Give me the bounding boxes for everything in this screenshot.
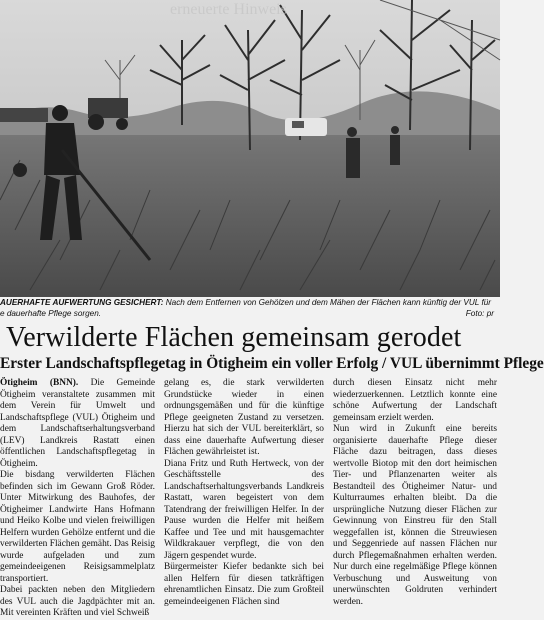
paragraph: gelang es, die stark verwilderten Grundstücke wieder in einen ordnungsgemäßen und für die künftige Pflege geeigneten Zustand zu versetzen. Hierzu hat sich der VUL bereiterklärt, so dass eine dauerhafte Aufwertung dieser Flächen gewährleistet ist. [164, 378, 324, 457]
paragraph: Dabei packten neben den Mitgliedern des VUL auch die Jagdpächter mit an. Mit vereinten Kräften und viel Schweiß [0, 585, 155, 618]
article-column-2 [164, 378, 324, 607]
caption-lead: AUERHAFTE AUFWERTUNG GESICHERT: [0, 298, 164, 307]
paragraph: Nun wird in Zukunft eine bereits organisierte dauerhafte Pflege dieser Fläche dazu beitragen, dass dieses wertvolle Biotop mit den dort heimischen Tier- und Pflanzenarten weiter als Bestandteil des Ötigheimer Natur- und Kulturraumes erhalten bleibt. Da die ursprüngliche Nutzung dieser Flächen zur Gewinnung von Einstreu für den Stall weggefallen ist, können die Streuwiesen und Seggenriede auf nassen Flächen nur durch Pflegemaßnahmen erhalten werden. Nur durch eine regelmäßige Pflege können Verbuschung und Ausweitung von unerwünschten Goldruten verhindert werden. [333, 424, 497, 607]
paragraph: durch diesen Einsatz nicht mehr wiederzuerkennen. Letztlich konnte eine schöne Aufwertung der Landschaft gemeinsam erzielt werden. [333, 378, 497, 423]
paragraph-text: Die Gemeinde Ötigheim veranstaltete zusammen mit dem Verein für Umwelt und Landschaftspflege (VUL) Ötigheim und dem Landschaftserhaltungsverband (LEV) Landkreis Rastatt einen öffentlichen Landschaftspflegetag in Ötigheim. [0, 378, 156, 469]
article-headline: Verwilderte Flächen gemeinsam gerodet [6, 322, 462, 353]
paragraph: Bürgermeister Kiefer bedankte sich bei allen Helfern für diesen tatkräftigen ehrenamtlichen Einsatz. Die zum Großteil gemeindeeigenen Flächen sind [164, 562, 324, 607]
article-column-1 [0, 378, 156, 618]
dateline: Ötigheim (BNN). [0, 378, 79, 388]
svg-text:erneuerte Hinweis: erneuerte Hinweis [170, 1, 287, 18]
photo-credit: Foto: pr [465, 309, 494, 318]
article-column-3 [333, 378, 497, 607]
photo-caption [0, 297, 500, 321]
paragraph: Die bisdang verwilderten Flächen befinden sich im Gewann Groß Röder. Unter Mitwirkung des Bauhofes, der Ötigheimer Landwirte Hans Hofmann und Heiko Kolbe und vielen freiwilligen Helfern wurden Gehölze entfernt und die verwilderten Flächen gemäht. Das Reisig wurde aufgeladen und zum gemeindeeigenen Reisigsammelplatz transportiert. [0, 470, 155, 584]
news-photo [0, 0, 500, 297]
article-subheadline: Erster Landschaftspflegetag in Ötigheim ein voller Erfolg / VUL übernimmt Pflege [0, 355, 544, 372]
paragraph: Diana Fritz und Ruth Hertweck, von der Geschäftsstelle des Landschaftserhaltungsverbands Landkreis Rastatt, waren begeistert von dem Tatendrang der freiwilligen Helfer. In der Pause wurden die Helfer mit heißem Kaffee und Tee und mit hausgemachter Wildkrakauer verpflegt, die von den Jägern gespendet wurde. [164, 458, 324, 561]
caption-text-continued: e dauerhafte Pflege sorgen. [0, 309, 102, 318]
caption-text: Nach dem Entfernen von Gehölzen und dem Mähen der Flächen kann künftig der VUL für [165, 298, 492, 307]
paragraph [0, 378, 155, 470]
